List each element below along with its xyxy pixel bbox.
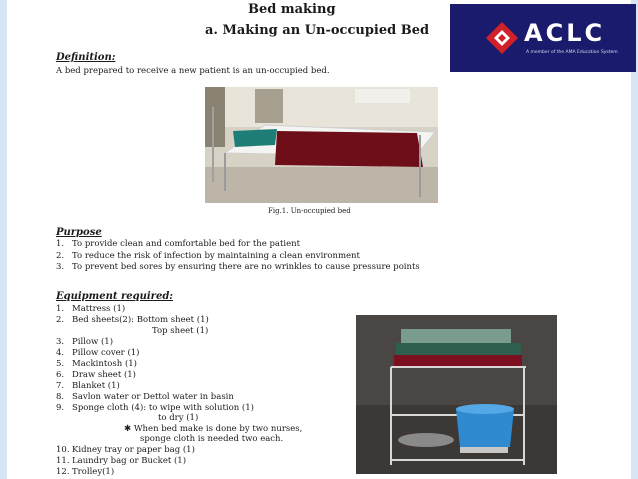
list-item: 2. Bed sheets(2): Bottom sheet (1)	[56, 315, 209, 325]
list-item: 8. Savlon water or Dettol water in basin	[56, 392, 234, 402]
list-item: 3. To prevent bed sores by ensuring there are no wrinkles to cause pressure points	[56, 262, 420, 272]
page-subtitle: a. Making an Un-occupied Bed	[205, 23, 430, 38]
list-item: 12. Trolley(1)	[56, 467, 115, 477]
definition-heading: Definition:	[56, 52, 116, 63]
list-item: to dry (1)	[158, 413, 199, 423]
figure1-caption: Fig.1. Un-occupied bed	[268, 207, 351, 215]
definition-text: A bed prepared to receive a new patient is an un-occupied bed.	[56, 66, 330, 76]
list-item: 2. To reduce the risk of infection by maintaining a clean environment	[56, 251, 360, 261]
list-item: 9. Sponge cloth (4): to wipe with solution (1)	[56, 403, 254, 413]
diamond-logo-icon	[486, 22, 518, 54]
logo-brand: ACLC	[524, 19, 606, 47]
list-item: sponge cloth is needed two each.	[140, 434, 284, 444]
list-item: 5. Mackintosh (1)	[56, 359, 137, 369]
list-item: 1. Mattress (1)	[56, 304, 126, 314]
purpose-heading: Purpose	[56, 227, 102, 238]
unoccupied-bed-photo	[205, 87, 438, 203]
list-item: 6. Draw sheet (1)	[56, 370, 136, 380]
list-item: 11. Laundry bag or Bucket (1)	[56, 456, 187, 466]
list-item: Top sheet (1)	[152, 326, 209, 336]
list-item: 3. Pillow (1)	[56, 337, 114, 347]
list-item: 10. Kidney tray or paper bag (1)	[56, 445, 195, 455]
list-item: 7. Blanket (1)	[56, 381, 120, 391]
list-item: 4. Pillow cover (1)	[56, 348, 140, 358]
page-title: Bed making	[248, 2, 336, 17]
left-border	[0, 0, 7, 479]
equipment-heading: Equipment required:	[56, 291, 173, 302]
logo-tagline: A member of the AMA Education System	[526, 50, 618, 55]
list-item: ✱ When bed make is done by two nurses,	[124, 424, 303, 434]
aclc-logo	[450, 4, 636, 72]
list-item: 1. To provide clean and comfortable bed for the patient	[56, 239, 301, 249]
equipment-trolley-photo	[356, 315, 557, 474]
